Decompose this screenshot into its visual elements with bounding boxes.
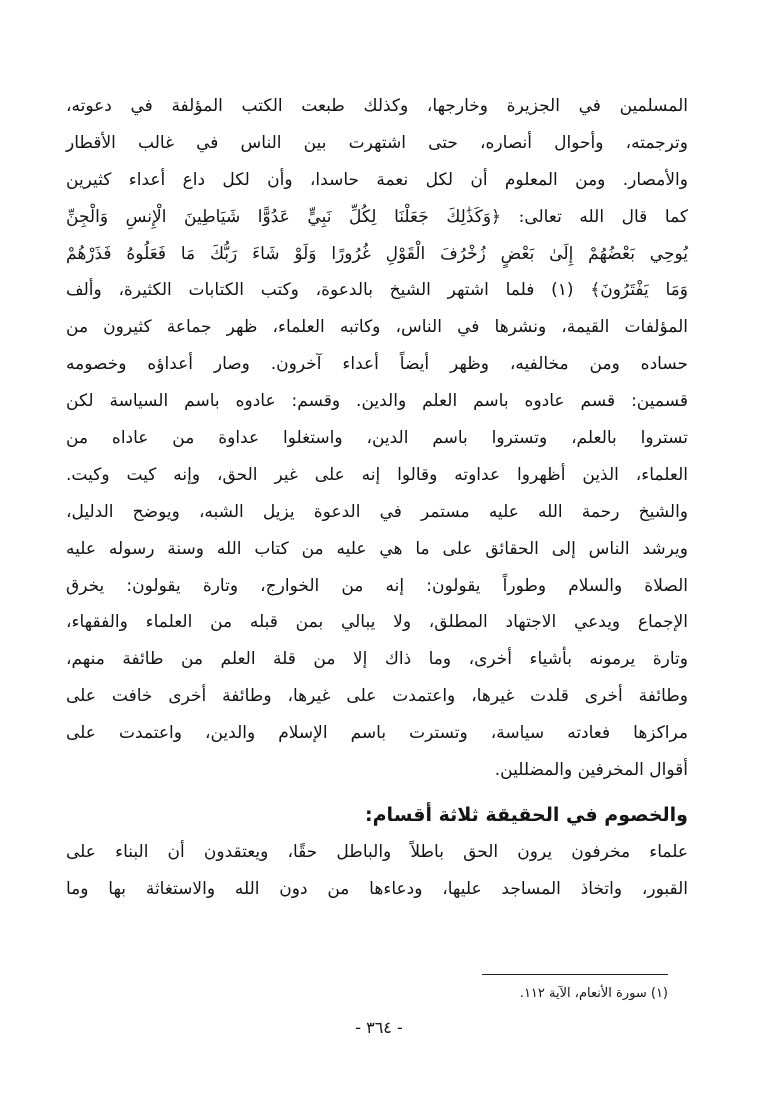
text-line: وَمَا يَفْتَرُونَ﴾ (١) فلما اشتهر الشيخ بالدعوة، وكتب الكتابات الكثيرة، وألف bbox=[66, 280, 688, 301]
footnote-divider bbox=[482, 974, 668, 975]
text-line: قسمين: قسم عادوه باسم العلم والدين. وقسم: عادوه باسم السياسة لكن bbox=[66, 391, 688, 412]
main-text bbox=[66, 88, 688, 908]
quran-verse-line: كما قال الله تعالى: ﴿وَكَذَٰلِكَ جَعَلْنَا لِكُلِّ نَبِيٍّ عَدُوًّا شَيَاطِينَ الْإِنسِ وَالْجِنِّ bbox=[66, 206, 688, 227]
text-line: ويرشد الناس إلى الحقائق على ما هي عليه من كتاب الله وسنة رسوله عليه bbox=[66, 538, 688, 559]
section-heading: والخصوم في الحقيقة ثلاثة أقسام: bbox=[365, 803, 688, 826]
quran-verse-line: يُوحِي بَعْضُهُمْ إِلَىٰ بَعْضٍ زُخْرُفَ الْقَوْلِ غُرُورًا وَلَوْ شَاءَ رَبُّكَ مَا فَعَلُوهُ فَذَرْهُمْ bbox=[66, 243, 688, 264]
text-line: المسلمين في الجزيرة وخارجها، وكذلك طبعت الكتب المؤلفة في دعوته، bbox=[66, 96, 688, 116]
text-line: وتارة يرمونه بأشياء أخرى، وما ذاك إلا من قلة العلم من طائفة منهم، bbox=[66, 649, 688, 670]
page-number: - ٣٦٤ - bbox=[355, 1018, 403, 1037]
text-line: العلماء، الذين أظهروا عداوته وقالوا إنه على غير الحق، وإنه كيت وكيت. bbox=[66, 464, 688, 485]
text-line: المؤلفات القيمة، ونشرها في الناس، وكاتبه العلماء، ظهر جماعة كثيرون من bbox=[66, 317, 688, 338]
text-line: الصلاة والسلام وطوراً يقولون: إنه من الخوارج، وتارة يقولون: يخرق bbox=[66, 575, 688, 596]
text-line: أقوال المخرفين والمضللين. bbox=[494, 760, 688, 781]
text-line: وترجمته، وأحوال أنصاره، حتى اشتهرت بين الناس في غالب الأقطار bbox=[66, 132, 688, 153]
text-line: مراكزها فعادته سياسة، وتسترت باسم الإسلام والدين، واعتمدت على bbox=[66, 723, 688, 744]
text-line: علماء مخرفون يرون الحق باطلاً والباطل حقًا، ويعتقدون أن البناء على bbox=[66, 841, 688, 862]
text-line: وطائفة أخرى قلدت غيرها، واعتمدت على غيرها، وطائفة أخرى خافت على bbox=[66, 686, 688, 707]
text-line: حساده ومن مخالفيه، وظهر أيضاً أعداء آخرون. وصار أعداؤه وخصومه bbox=[66, 354, 688, 375]
text-line: والشيخ رحمة الله عليه مستمر في الدعوة يزيل الشبه، ويوضح الدليل، bbox=[66, 501, 688, 522]
text-line: القبور، واتخاذ المساجد عليها، ودعاءها من دون الله والاستغاثة بها وما bbox=[66, 878, 688, 899]
text-line: والأمصار. ومن المعلوم أن لكل نعمة حاسدا، وأن لكل داع أعداء كثيرين bbox=[66, 169, 688, 190]
footnote: (١) سورة الأنعام، الآية ١١٢. bbox=[519, 986, 668, 1001]
text-line: تستروا بالعلم، وتستروا باسم الدين، واستغلوا عداوة من عاداه من bbox=[66, 428, 688, 449]
text-line: الإجماع ويدعي الاجتهاد المطلق، ولا يبالي بمن قبله من العلماء والفقهاء، bbox=[66, 612, 688, 633]
